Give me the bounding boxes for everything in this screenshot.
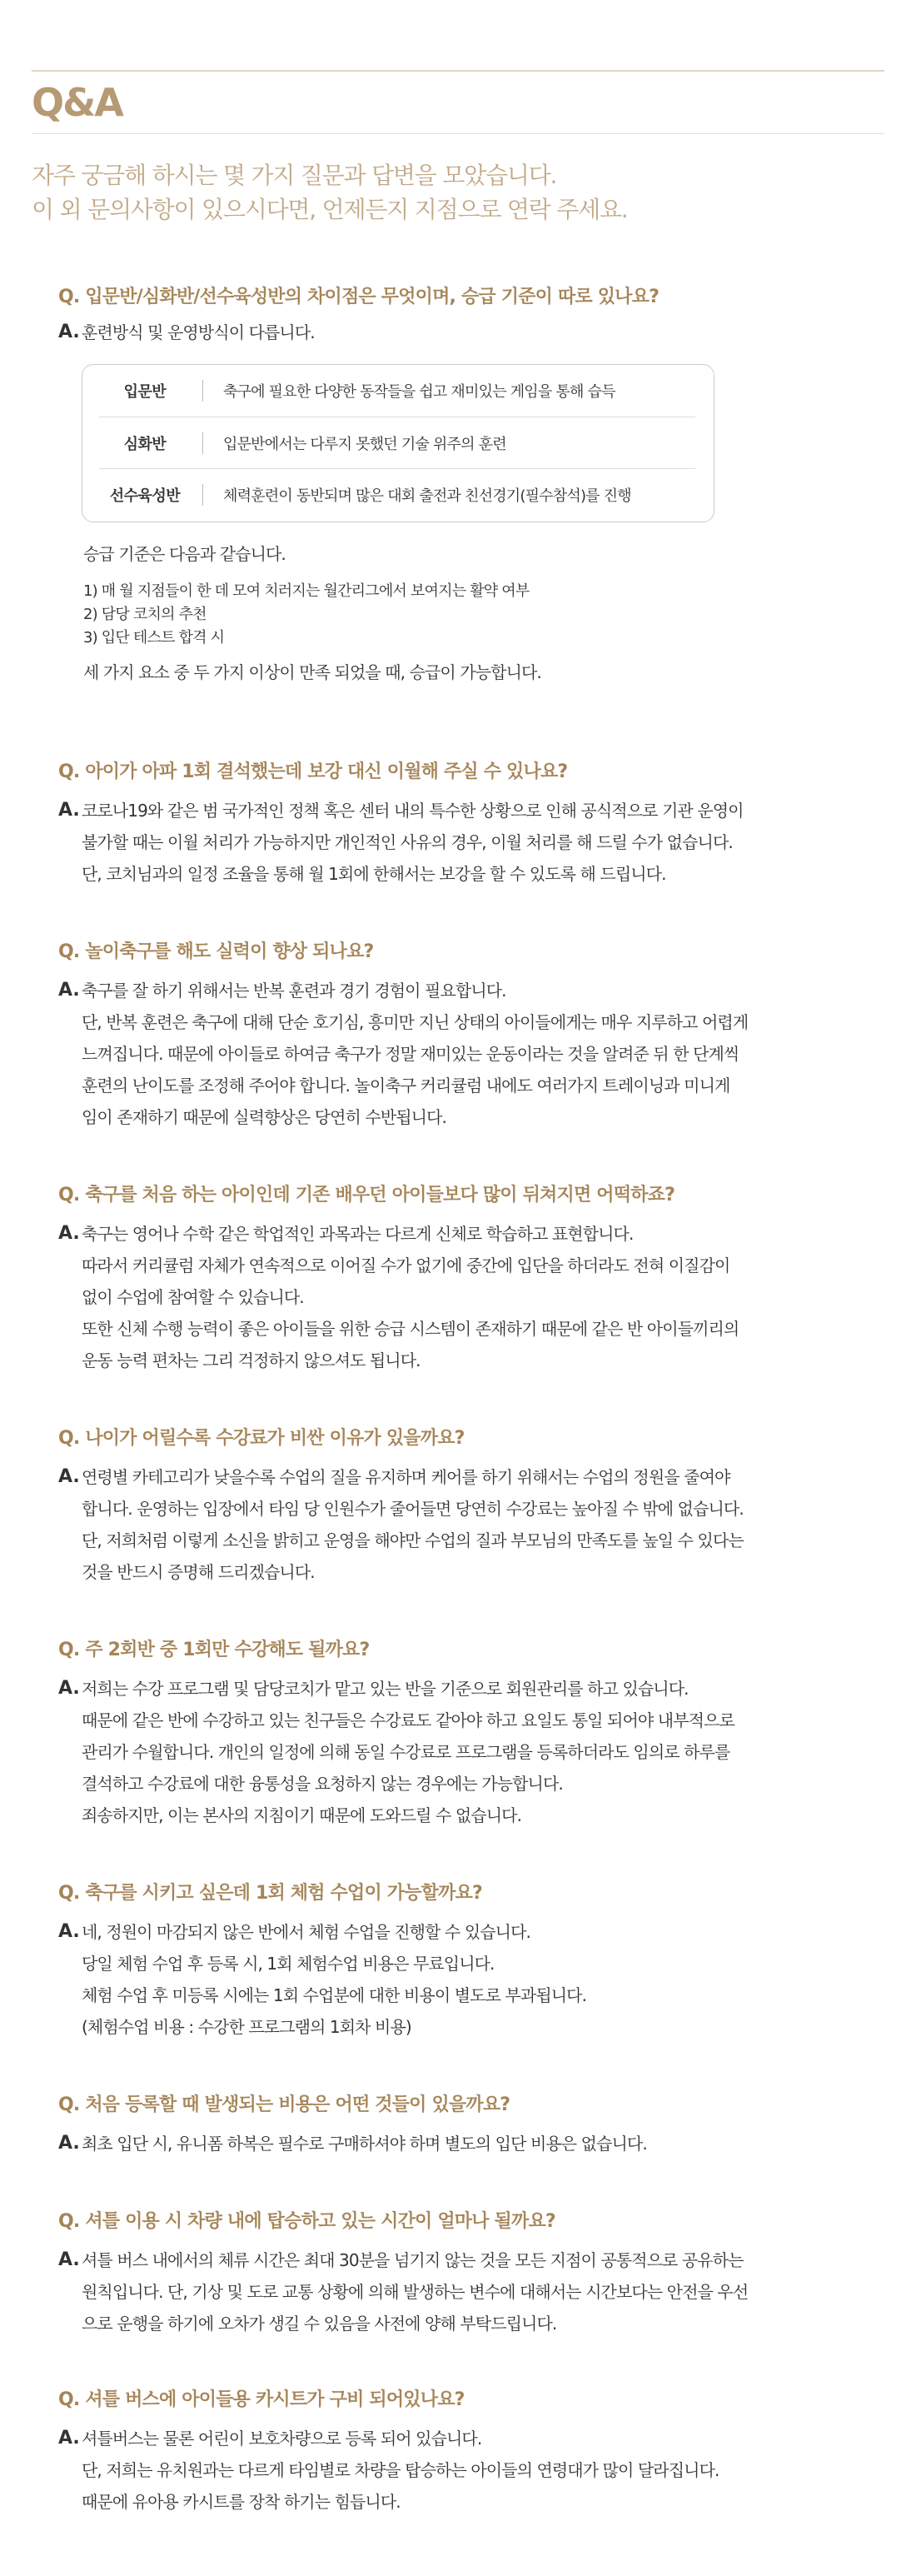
answer-line: 체험 수업 후 미등록 시에는 1회 수업분에 대한 비용이 별도로 부과됩니다. bbox=[82, 1985, 587, 2005]
answer-mark: A. bbox=[58, 2249, 80, 2270]
question-text: Q. 입문반/심화반/선수육성반의 차이점은 무엇이며, 승급 기준이 따로 있나요? bbox=[58, 287, 660, 307]
answer-mark: A. bbox=[58, 1921, 80, 1942]
qa-item-shuttle-time bbox=[58, 2209, 883, 2339]
answer-line: 축구를 잘 하기 위해서는 반복 훈련과 경기 경험이 필요합니다. bbox=[82, 981, 506, 1001]
question-text: Q. 아이가 아파 1회 결석했는데 보강 대신 이월해 주실 수 있나요? bbox=[58, 761, 568, 782]
qa-item-beginner bbox=[58, 1183, 883, 1376]
answer bbox=[58, 2423, 883, 2518]
class-description: 축구에 필요한 다양한 동작들을 쉽고 재미있는 게임을 통해 습득 bbox=[223, 383, 615, 401]
answer-line: 저희는 수강 프로그램 및 담당코치가 맡고 있는 반을 기준으로 회원관리를 하고 있습니다. bbox=[82, 1679, 689, 1699]
answer-line: 결석하고 수강료에 대한 융통성을 요청하지 않는 경우에는 가능합니다. bbox=[82, 1774, 563, 1794]
answer-line: 당일 체험 수업 후 등록 시, 1회 체험수업 비용은 무료입니다. bbox=[82, 1954, 495, 1974]
class-comparison-table bbox=[82, 364, 714, 522]
criteria-item: 2) 담당 코치의 추천 bbox=[83, 606, 207, 623]
qa-item-registration-cost bbox=[58, 2093, 883, 2159]
answer-line: 따라서 커리큘럼 자체가 연속적으로 이어질 수가 없기에 중간에 입단을 하더라도 전혀 이질감이 bbox=[82, 1256, 730, 1276]
answer-line: 셔틀 버스 내에서의 체류 시간은 최대 30분을 넘기지 않는 것을 모든 지점이 공통적으로 공유하는 bbox=[82, 2250, 744, 2270]
qa-item-trial-class bbox=[58, 1881, 883, 2043]
answer-line: 훈련방식 및 운영방식이 다릅니다. bbox=[82, 322, 315, 342]
question-text: Q. 축구를 처음 하는 아이인데 기존 배우던 아이들보다 많이 뒤쳐지면 어떡하죠? bbox=[58, 1185, 675, 1206]
qa-item-car-seat bbox=[58, 2388, 883, 2518]
intro-line: 이 외 문의사항이 있으시다면, 언제든지 지점으로 연락 주세요. bbox=[32, 196, 628, 223]
answer-line: 훈련의 난이도를 조정해 주어야 합니다. 놀이축구 커리큘럼 내에도 여러가지 트레이닝과 미니게 bbox=[82, 1076, 730, 1096]
question-text: Q. 처음 등록할 때 발생되는 비용은 어떤 것들이 있을까요? bbox=[58, 2094, 510, 2115]
criteria-item: 3) 입단 테스트 합격 시 bbox=[83, 629, 225, 646]
criteria-item: 1) 매 월 지점들이 한 데 모여 치러지는 월간리그에서 보여지는 활약 여부 bbox=[83, 582, 530, 600]
answer-mark: A. bbox=[58, 1223, 80, 1244]
answer-line: 관리가 수월합니다. 개인의 일정에 의해 동일 수강료로 프로그램을 등록하더라도 임의로 하루를 bbox=[82, 1742, 730, 1762]
question-text: Q. 놀이축구를 해도 실력이 향상 되나요? bbox=[58, 941, 374, 962]
qa-item-tuition-age bbox=[58, 1426, 883, 1588]
answer-line: 임이 존재하기 때문에 실력향상은 당연히 수반됩니다. bbox=[82, 1107, 446, 1127]
answer-line: 단, 반복 훈련은 축구에 대해 단순 호기심, 흥미만 지닌 상태의 아이들에게는 매우 지루하고 어렵게 bbox=[82, 1012, 749, 1032]
answer-mark: A. bbox=[58, 322, 80, 342]
answer-line: 으로 운행을 하기에 오차가 생길 수 있음을 사전에 양해 부탁드립니다. bbox=[82, 2314, 557, 2334]
page-title: Q&A bbox=[32, 80, 122, 125]
answer-line: 코로나19와 같은 범 국가적인 정책 혹은 센터 내의 특수한 상황으로 인해 공식적으로 기관 운영이 bbox=[82, 801, 744, 821]
promotion-criteria bbox=[83, 538, 541, 688]
answer-line: 불가할 때는 이월 처리가 가능하지만 개인적인 사유의 경우, 이월 처리를 해 드릴 수가 없습니다. bbox=[82, 832, 733, 852]
answer-line: 네, 정원이 마감되지 않은 반에서 체험 수업을 진행할 수 있습니다. bbox=[82, 1922, 530, 1942]
answer-line: 것을 반드시 증명해 드리겠습니다. bbox=[82, 1562, 315, 1582]
answer-line: 단, 저희는 유치원과는 다르게 타임별로 차량을 탑승하는 아이들의 연령대가 많이 달라집니다. bbox=[82, 2460, 719, 2480]
answer-mark: A. bbox=[58, 1466, 80, 1487]
answer bbox=[58, 2128, 883, 2159]
question-text: Q. 나이가 어릴수록 수강료가 비싼 이유가 있을까요? bbox=[58, 1428, 465, 1449]
top-divider bbox=[32, 70, 884, 72]
class-name: 심화반 bbox=[123, 436, 167, 453]
qa-item-once-a-week bbox=[58, 1638, 883, 1831]
answer-line: (체험수업 비용 : 수강한 프로그램의 1회차 비용) bbox=[82, 2017, 411, 2037]
answer-mark: A. bbox=[58, 1678, 80, 1699]
criteria-note: 세 가지 요소 중 두 가지 이상이 만족 되었을 때, 승급이 가능합니다. bbox=[83, 662, 541, 682]
question-text: Q. 셔틀 버스에 아이들용 카시트가 구비 되어있나요? bbox=[58, 2389, 465, 2410]
question-text: Q. 축구를 시키고 싶은데 1회 체험 수업이 가능할까요? bbox=[58, 1883, 482, 1904]
answer bbox=[58, 975, 883, 1133]
title-divider bbox=[32, 133, 884, 134]
answer-line: 셔틀버스는 물론 어린이 보호차량으로 등록 되어 있습니다. bbox=[82, 2429, 482, 2449]
intro-line: 자주 궁금해 하시는 몇 가지 질문과 답변을 모았습니다. bbox=[32, 162, 557, 189]
table-row bbox=[99, 468, 695, 521]
answer-line: 합니다. 운영하는 입장에서 타임 당 인원수가 줄어들면 당연히 수강료는 높아질 수 밖에 없습니다. bbox=[82, 1499, 744, 1519]
question-text: Q. 주 2회반 중 1회만 수강해도 될까요? bbox=[58, 1640, 370, 1660]
answer bbox=[58, 1218, 883, 1376]
answer-mark: A. bbox=[58, 2428, 80, 2449]
class-name: 선수육성반 bbox=[109, 487, 181, 505]
qa-item-makeup-class bbox=[58, 760, 883, 890]
column-divider bbox=[202, 380, 203, 402]
answer-line: 단, 코치님과의 일정 조율을 통해 월 1회에 한해서는 보강을 할 수 있도록 해 드립니다. bbox=[82, 864, 666, 884]
answer-line: 연령별 카테고리가 낮을수록 수업의 질을 유지하며 케어를 하기 위해서는 수업의 정원을 줄여야 bbox=[82, 1467, 730, 1487]
answer-line: 때문에 유아용 카시트를 장착 하기는 힘듭니다. bbox=[82, 2492, 401, 2512]
column-divider bbox=[202, 432, 203, 454]
table-row bbox=[99, 365, 695, 417]
answer bbox=[58, 1461, 883, 1588]
intro-text bbox=[32, 158, 889, 227]
table-row bbox=[99, 417, 695, 469]
criteria-title: 승급 기준은 다음과 같습니다. bbox=[83, 544, 286, 564]
answer-line: 또한 신체 수행 능력이 좋은 아이들을 위한 승급 시스템이 존재하기 때문에 같은 반 아이들끼리의 bbox=[82, 1319, 739, 1339]
answer-line: 운동 능력 편차는 그리 걱정하지 않으셔도 됩니다. bbox=[82, 1350, 421, 1370]
question-text: Q. 셔틀 이용 시 차량 내에 탑승하고 있는 시간이 얼마나 될까요? bbox=[58, 2211, 555, 2232]
answer bbox=[58, 795, 883, 890]
answer-mark: A. bbox=[58, 980, 80, 1001]
column-divider bbox=[202, 484, 203, 506]
class-description: 입문반에서는 다루지 못했던 기술 위주의 훈련 bbox=[223, 436, 506, 453]
class-name: 입문반 bbox=[123, 383, 167, 401]
answer-line: 축구는 영어나 수학 같은 학업적인 과목과는 다르게 신체로 학습하고 표현합니다. bbox=[82, 1224, 634, 1244]
answer-line: 없이 수업에 참여할 수 있습니다. bbox=[82, 1287, 304, 1307]
class-description: 체력훈련이 동반되며 많은 대회 출전과 친선경기(필수참석)를 진행 bbox=[223, 487, 631, 505]
answer-line: 느껴집니다. 때문에 아이들로 하여금 축구가 정말 재미있는 운동이라는 것을 알려준 뒤 한 단계씩 bbox=[82, 1044, 739, 1064]
answer-line: 단, 저희처럼 이렇게 소신을 밝히고 운영을 해야만 수업의 질과 부모님의 만족도를 높일 수 있다는 bbox=[82, 1530, 744, 1550]
answer-mark: A. bbox=[58, 2133, 80, 2154]
answer-line: 때문에 같은 반에 수강하고 있는 친구들은 수강료도 같아야 하고 요일도 통일 되어야 내부적으로 bbox=[82, 1710, 734, 1730]
answer-line: 죄송하지만, 이는 본사의 지침이기 때문에 도와드릴 수 없습니다. bbox=[82, 1805, 522, 1825]
answer bbox=[58, 1673, 883, 1831]
answer-mark: A. bbox=[58, 800, 80, 821]
qa-item-class-difference bbox=[58, 285, 883, 348]
answer bbox=[58, 317, 883, 348]
answer-line: 최초 입단 시, 유니폼 하복은 필수로 구매하셔야 하며 별도의 입단 비용은 없습니다. bbox=[82, 2134, 647, 2154]
answer bbox=[58, 1916, 883, 2043]
answer bbox=[58, 2244, 883, 2339]
answer-line: 원칙입니다. 단, 기상 및 도로 교통 상황에 의해 발생하는 변수에 대해서는 시간보다는 안전을 우선 bbox=[82, 2282, 749, 2302]
qa-item-play-soccer bbox=[58, 940, 883, 1133]
